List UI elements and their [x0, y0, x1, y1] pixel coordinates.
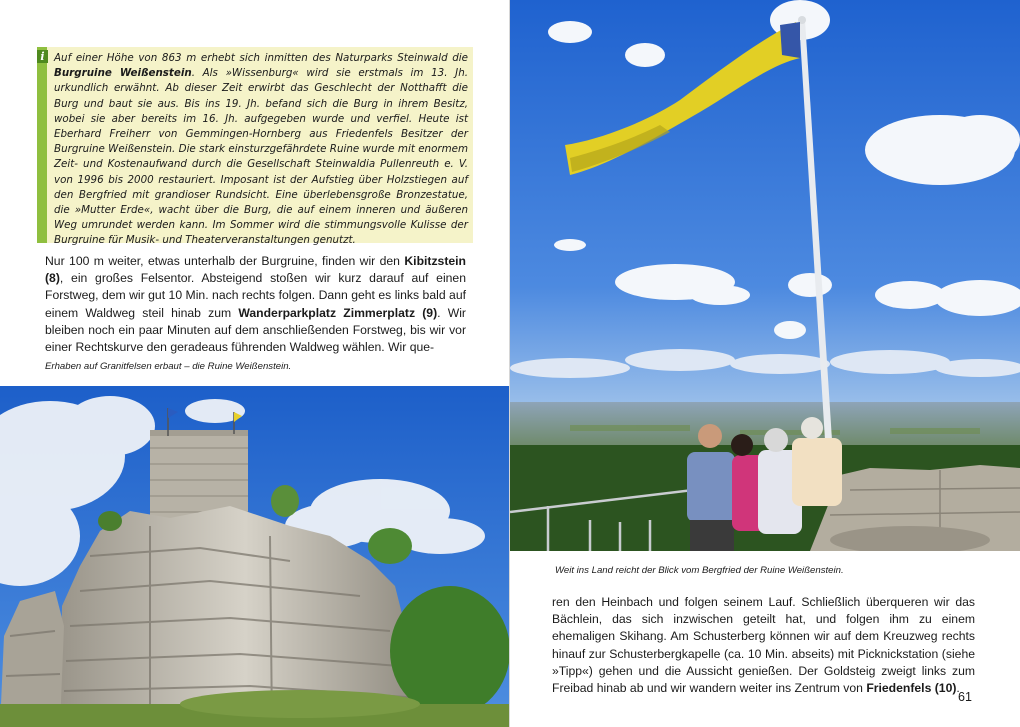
info-text-bold-burgruine: Burgruine Weißenstein: [54, 67, 192, 80]
panorama-photo: [510, 0, 1020, 551]
info-box-text: [54, 51, 468, 249]
body-text-segment: .: [956, 681, 960, 696]
body-bold-kibitzstein: Kibitzstein (8): [45, 254, 466, 286]
right-photo-caption: Weit ins Land reicht der Blick vom Bergfried der Ruine Weißenstein.: [555, 565, 844, 576]
castle-ruin-photo: [0, 386, 509, 727]
right-body-text: [552, 594, 975, 697]
body-text-segment: Nur 100 m weiter, etwas unterhalb der Burgruine, finden wir den: [45, 254, 405, 268]
body-bold-wanderparkplatz: Wanderparkplatz Zimmerplatz (9): [238, 305, 438, 320]
body-bold-friedenfels: Friedenfels (10): [866, 681, 957, 696]
info-box-bar: [37, 47, 47, 243]
body-text-segment: , ein großes Felsentor. Absteigend stoßen wir kurz darauf auf einen Forstweg, dem wir gut 10 Min. nach rechts folgen. Dann geht es links bald auf einem Waldweg steil hinab zum: [45, 271, 466, 320]
left-body-text: [45, 253, 466, 356]
left-photo-caption: Erhaben auf Granitfelsen erbaut – die Ruine Weißenstein.: [45, 361, 292, 372]
body-text-segment: ren den Heinbach und folgen seinem Lauf. Schließlich überqueren wir das Bächlein, das sich inzwischen geteilt hat, und folgen ihm zu einem ehemaligen Skihang. Am Schusterberg können wir auf dem Kreuzweg rechts hinauf zur Schusterbergkapelle (ca. 10 Min. abseits) mit Picknickstation (siehe »Tipp«) gehen und die Aussicht genießen. Der Goldsteig zweigt links zum Freibad hinab ab und wir wandern weiter ins Zentrum von: [552, 595, 975, 696]
info-icon: i: [37, 50, 48, 63]
info-text-segment: Auf einer Höhe von 863 m erhebt sich inmitten des Naturparks Steinwald die: [54, 52, 468, 64]
body-text-segment: . Wir bleiben noch ein paar Minuten auf dem anschließenden Forstweg, bis wir vor einer Rechtskurve den geradeaus führenden Waldweg wählen. Wir que-: [45, 305, 466, 355]
info-text-segment: . Als »Wissenburg« wird sie erstmals im 13. Jh. urkundlich erwähnt. Ab dieser Zeit erwirbt das Geschlecht der Notthafft die Burg und baut sie aus. Bis ins 19. Jh. befand sich die Burg in ihrem Besitz, wobei sie aber bereits im 16. Jh. aufgegeben wurde und verfiel. Heute ist Eberhard Freiherr von Gemmingen-Hornberg aus Friedenfels Besitzer der Burgruine Weißenstein. Die stark einsturzgefährdete Ruine wurde mit enormem Zeit- und Kostenaufwand durch die Gesellschaft Steinwaldia Pullenreuth e. V. von 1996 bis 2000 restauriert. Imposant ist der Aufstieg über Holzstiegen auf den Bergfried mit grandioser Rundsicht. Eine überlebensgroße Bronzestatue, die »Mutter Erde«, wacht über die Burg, die auf einem inneren und äußeren Weg umrundet werden kann. Im Sommer wird die stimmungsvolle Kulisse der Burgruine für Musik- und Theaterveranstaltungen genutzt.: [54, 67, 468, 247]
info-box: [37, 47, 473, 247]
page-number: 61: [958, 690, 972, 704]
